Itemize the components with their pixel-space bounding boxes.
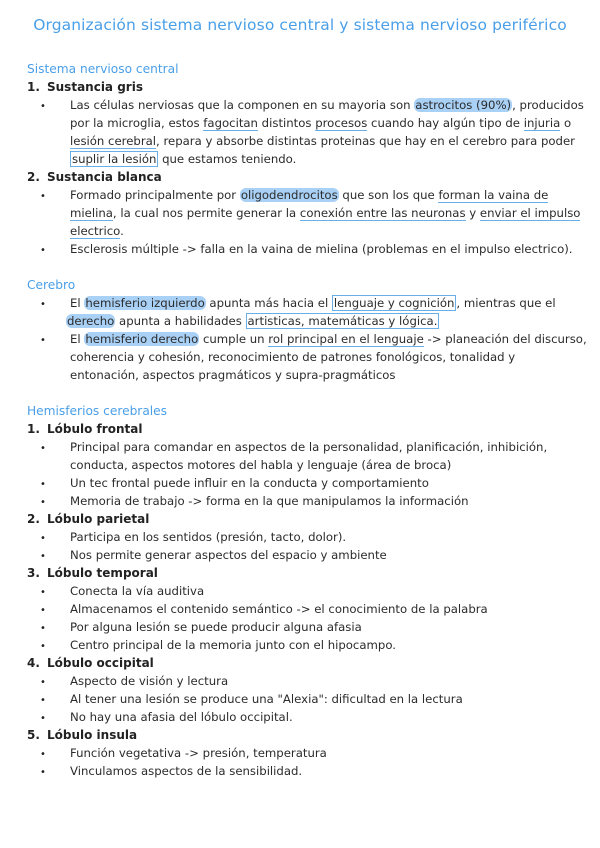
bullet-icon: • <box>40 497 46 508</box>
highlight: derecho <box>67 314 115 328</box>
text-line: Centro principal de la memoria junto con el hipocampo. <box>70 638 396 652</box>
bullet-icon: • <box>40 713 46 724</box>
bullet-icon: • <box>40 623 46 634</box>
item-lobulo-frontal: 1. Lóbulo frontal <box>27 422 143 436</box>
text-line: electrico. <box>70 224 124 238</box>
bullet-icon: • <box>40 335 46 346</box>
boxed-text: lenguaje y cognición <box>333 296 455 310</box>
highlight: astrocitos (90%) <box>415 98 512 112</box>
boxed-text: suplir la lesión <box>72 152 157 166</box>
bullet-icon: • <box>40 101 46 112</box>
bullet-icon: • <box>40 767 46 778</box>
bullet-icon: • <box>40 695 46 706</box>
text-line: Almacenamos el contenido semántico -> el conocimiento de la palabra <box>70 602 488 616</box>
boxed-text: artisticas, matemáticas y lógica. <box>247 314 438 328</box>
text-line: suplir la lesión que estamos teniendo. <box>72 152 297 166</box>
text-line: lesión cerebral, repara y absorbe distintas proteinas que hay en el cerebro para poder <box>70 134 575 148</box>
text-line: Las células nerviosas que la componen en su mayoria son astrocitos (90%), producidos <box>70 98 584 112</box>
text-line: Principal para comandar en aspectos de la personalidad, planificación, inhibición, <box>70 440 548 454</box>
text-line: derecho apunta a habilidades artisticas, matemáticas y lógica. <box>67 314 438 328</box>
text-line: Nos permite generar aspectos del espacio y ambiente <box>70 548 387 562</box>
bullet-icon: • <box>40 533 46 544</box>
text-line: conducta, aspectos motores del habla y lenguaje (área de broca) <box>70 458 452 472</box>
text-line: El hemisferio izquierdo apunta más hacia el lenguaje y cognición , mientras que el <box>70 296 556 310</box>
text-line: Vinculamos aspectos de la sensibilidad. <box>70 764 303 778</box>
text-line: Un tec frontal puede influir en la conducta y comportamiento <box>70 476 429 490</box>
text-line: coherencia y cohesión, reconocimiento de patrones fonológicos, tonalidad y <box>70 350 516 364</box>
bullet-icon: • <box>40 641 46 652</box>
text-line: Al tener una lesión se produce una "Alexia": dificultad en la lectura <box>70 692 463 706</box>
text-line: mielina, la cual nos permite generar la conexión entre las neuronas y enviar el impulso <box>70 206 581 220</box>
bullet-icon: • <box>40 551 46 562</box>
text-line: Aspecto de visión y lectura <box>70 674 229 688</box>
bullet-icon: • <box>40 677 46 688</box>
bullet-icon: • <box>40 587 46 598</box>
text-line: Por alguna lesión se puede producir alguna afasia <box>70 620 362 634</box>
item-sustancia-blanca: 2. Sustancia blanca <box>27 170 162 184</box>
item-lobulo-insula: 5. Lóbulo insula <box>27 728 138 742</box>
item-lobulo-parietal: 2. Lóbulo parietal <box>27 512 150 526</box>
bullet-icon: • <box>40 443 46 454</box>
text-line: No hay una afasia del lóbulo occipital. <box>70 710 293 724</box>
text-line: Conecta la vía auditiva <box>70 584 205 598</box>
text-line: El hemisferio derecho cumple un rol principal en el lenguaje -> planeación del discurso, <box>70 332 587 346</box>
bullet-icon: • <box>40 749 46 760</box>
text-line: Memoria de trabajo -> forma en la que manipulamos la información <box>70 494 469 508</box>
bullet-icon: • <box>40 245 46 256</box>
bullet-icon: • <box>40 299 46 310</box>
highlight: hemisferio izquierdo <box>85 296 205 310</box>
text-line: Participa en los sentidos (presión, tacto, dolor). <box>70 530 347 544</box>
text-line: por la microglia, estos fagocitan distintos procesos cuando hay algún tipo de injuria o <box>70 116 572 130</box>
page-title: Organización sistema nervioso central y sistema nervioso periférico <box>33 16 567 34</box>
section-heading-cerebro: Cerebro <box>27 278 76 292</box>
bullet-icon: • <box>40 191 46 202</box>
item-lobulo-occipital: 4. Lóbulo occipital <box>27 656 154 670</box>
text-line: Formado principalmente por oligodendrocitos que son los que forman la vaina de <box>70 188 549 202</box>
highlight: hemisferio derecho <box>85 332 199 346</box>
text-line: entonación, aspectos pragmáticos y supra-pragmáticos <box>70 368 396 382</box>
section-heading-snc: Sistema nervioso central <box>27 62 179 76</box>
text-line: Esclerosis múltiple -> falla en la vaina de mielina (problemas en el impulso electrico). <box>70 242 573 256</box>
item-sustancia-gris: 1. Sustancia gris <box>27 80 143 94</box>
item-lobulo-temporal: 3. Lóbulo temporal <box>27 566 158 580</box>
bullet-icon: • <box>40 605 46 616</box>
bullet-icon: • <box>40 479 46 490</box>
text-line: Función vegetativa -> presión, temperatura <box>70 746 327 760</box>
highlight: oligodendrocitos <box>240 188 338 202</box>
section-heading-hemisferios: Hemisferios cerebrales <box>27 404 168 418</box>
